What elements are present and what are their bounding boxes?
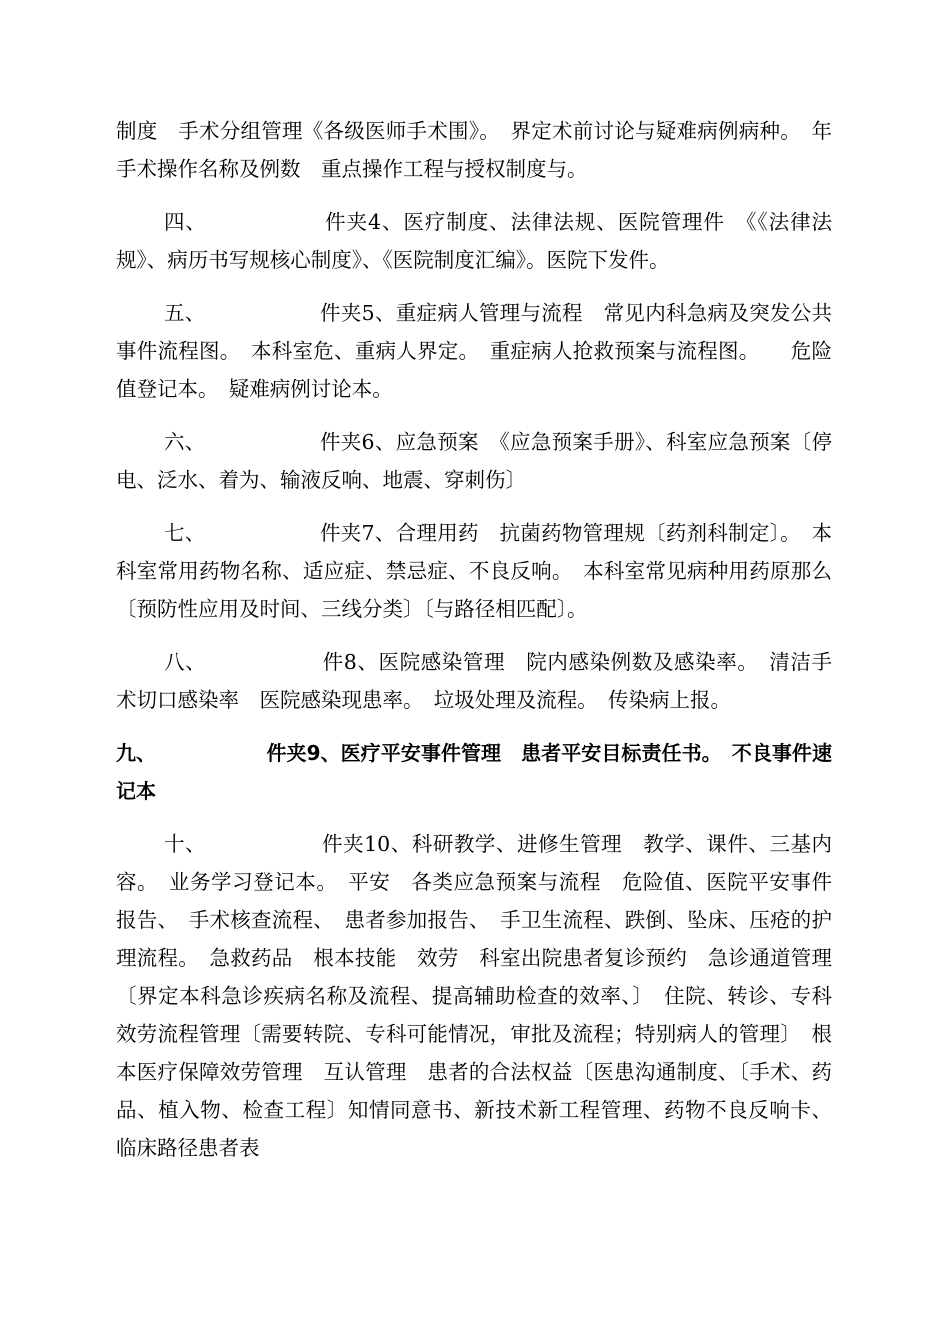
paragraph-folder-6: 六、 件夹6、应急预案 《应急预案手册》、科室应急预案〔停电、泛水、着为、输液反响、地震、穿刺伤〕	[116, 430, 832, 492]
paragraph-folder-10: 十、 件夹10、科研教学、进修生管理 教学、课件、三基内容。 业务学习登记本。 平安 各类应急预案与流程 危险值、医院平安事件报告、 手术核查流程、 患者参加报告、 手卫生流程、跌倒、坠床、压疮的护理流程。 急救药品 根本技能 效劳 科室出院患者复诊预约 急诊通道管理〔界定本科急诊疾病名称及流程、提高辅助检查的效率、〕 住院、转诊、专科效劳流程管理〔需要转院、专科可能情况，审批及流程；特别病人的管理〕 根本医疗保障效劳管理 互认管理 患者的合法权益〔医患沟通制度、〔手术、药品、植入物、检查工程〕知情同意书、新技术新工程管理、药物不良反响卡、临床路径患者表	[116, 832, 832, 1160]
paragraph-surgery-system: 制度 手术分组管理《各级医师手术围》。 界定术前讨论与疑难病例病种。 年手术操作名称及例数 重点操作工程与授权制度与。	[116, 119, 832, 181]
paragraph-folder-9: 九、 件夹9、医疗平安事件管理 患者平安目标责任书。 不良事件速记本	[116, 741, 832, 803]
paragraph-folder-5: 五、 件夹5、重症病人管理与流程 常见内科急病及突发公共事件流程图。 本科室危、重病人界定。 重症病人抢救预案与流程图。 危险值登记本。 疑难病例讨论本。	[116, 301, 832, 401]
paragraph-folder-8: 八、 件8、医院感染管理 院内感染例数及感染率。 清洁手术切口感染率 医院感染现患率。 垃圾处理及流程。 传染病上报。	[116, 650, 832, 712]
paragraph-folder-7: 七、 件夹7、合理用药 抗菌药物管理规〔药剂科制定〕。 本科室常用药物名称、适应症、禁忌症、不良反响。 本科室常见病种用药原那么〔预防性应用及时间、三线分类〕〔与路径相匹配〕。	[116, 521, 832, 621]
paragraph-folder-4: 四、 件夹4、医疗制度、法律法规、医院管理件 《《法律法规》、病历书写规核心制度》、《医院制度汇编》。医院下发件。	[116, 210, 832, 272]
document-page	[116, 112, 832, 1182]
